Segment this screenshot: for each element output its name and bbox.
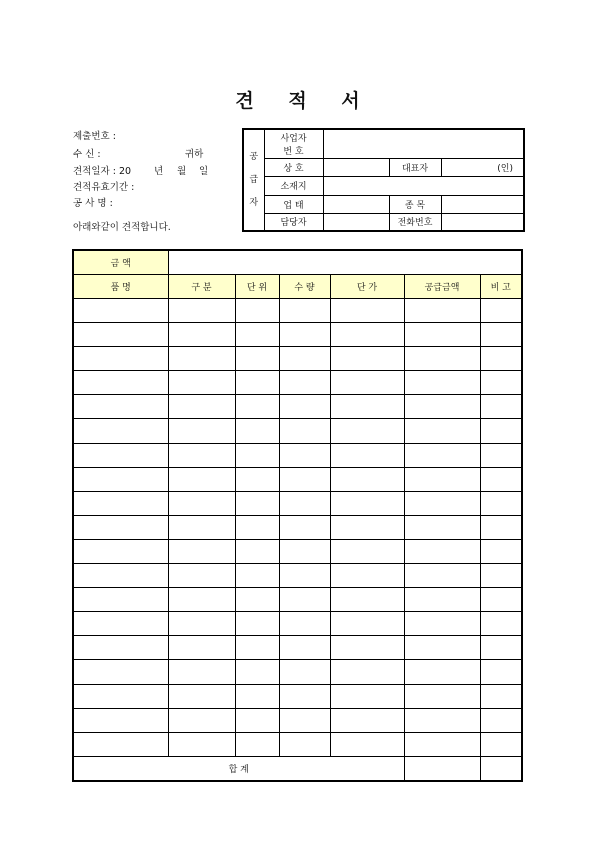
table-row [73,395,522,419]
biz-no-line2: 번 호 [283,146,304,157]
table-cell[interactable] [168,515,235,539]
table-cell[interactable] [404,636,480,660]
table-cell[interactable] [279,732,330,756]
table-row [73,323,522,347]
table-cell[interactable] [279,708,330,732]
table-cell[interactable] [168,660,235,684]
table-cell[interactable] [73,323,168,347]
table-cell[interactable] [279,539,330,563]
table-cell[interactable] [330,323,404,347]
year-label: 년 [154,166,164,177]
table-cell[interactable] [235,732,279,756]
biz-no-value[interactable] [323,129,524,158]
seal-mark: (인) [441,158,524,176]
col-header-unit: 단 위 [235,275,279,299]
table-cell[interactable] [235,347,279,371]
company-label: 상 호 [264,158,323,176]
table-row [73,539,522,563]
table-cell[interactable] [279,564,330,588]
table-cell[interactable] [330,443,404,467]
col-header-qty: 수 량 [279,275,330,299]
title-char-2: 적 [288,90,307,112]
table-cell[interactable] [330,419,404,443]
recipient-label: 수 신 : [73,149,101,160]
table-cell[interactable] [404,419,480,443]
table-cell[interactable] [168,467,235,491]
col-header-remarks: 비 고 [480,275,522,299]
business-type-value[interactable] [323,195,389,213]
table-cell[interactable] [480,660,522,684]
table-cell[interactable] [73,588,168,612]
table-cell[interactable] [279,371,330,395]
table-cell[interactable] [235,467,279,491]
table-cell[interactable] [330,491,404,515]
table-cell[interactable] [330,612,404,636]
table-cell[interactable] [480,515,522,539]
table-cell[interactable] [73,515,168,539]
amount-value[interactable] [168,250,522,275]
table-cell[interactable] [404,588,480,612]
table-cell[interactable] [73,636,168,660]
table-cell[interactable] [73,732,168,756]
table-cell[interactable] [330,515,404,539]
col-header-unit-price: 단 가 [330,275,404,299]
submit-no-label: 제출번호 : [73,131,116,142]
day-label: 일 [199,166,209,177]
table-cell[interactable] [480,467,522,491]
table-cell[interactable] [404,515,480,539]
table-cell[interactable] [480,636,522,660]
table-cell[interactable] [235,419,279,443]
table-cell[interactable] [168,299,235,323]
table-cell[interactable] [235,612,279,636]
table-cell[interactable] [279,491,330,515]
table-row [73,467,522,491]
table-cell[interactable] [73,708,168,732]
table-row [73,491,522,515]
table-cell[interactable] [480,443,522,467]
table-cell[interactable] [330,588,404,612]
table-cell[interactable] [168,732,235,756]
table-cell[interactable] [404,323,480,347]
table-cell[interactable] [235,588,279,612]
table-cell[interactable] [235,564,279,588]
table-cell[interactable] [279,660,330,684]
table-cell[interactable] [404,299,480,323]
address-label: 소재지 [264,176,323,195]
table-cell[interactable] [480,588,522,612]
table-cell[interactable] [279,467,330,491]
table-cell[interactable] [404,491,480,515]
table-cell[interactable] [480,491,522,515]
table-cell[interactable] [235,299,279,323]
table-row [73,660,522,684]
table-cell[interactable] [330,684,404,708]
table-row [73,299,522,323]
table-cell[interactable] [168,684,235,708]
table-cell[interactable] [279,299,330,323]
table-cell[interactable] [480,612,522,636]
table-cell[interactable] [73,564,168,588]
col-header-category: 구 분 [168,275,235,299]
table-cell[interactable] [279,419,330,443]
table-cell[interactable] [73,491,168,515]
title-char-1: 견 [235,90,254,112]
side-char-3: 자 [249,197,259,208]
table-cell[interactable] [235,636,279,660]
table-cell[interactable] [404,539,480,563]
table-cell[interactable] [279,347,330,371]
total-label: 합 계 [73,756,404,781]
table-cell[interactable] [404,347,480,371]
table-cell[interactable] [279,395,330,419]
table-cell[interactable] [168,395,235,419]
table-cell[interactable] [330,347,404,371]
total-amount-value[interactable] [404,756,480,781]
table-cell[interactable] [73,299,168,323]
table-cell[interactable] [330,732,404,756]
table-cell[interactable] [480,684,522,708]
table-cell[interactable] [404,564,480,588]
col-header-supply-amount: 공급금액 [404,275,480,299]
representative-label: 대표자 [389,158,441,176]
manager-label: 담당자 [264,213,323,231]
table-cell[interactable] [480,564,522,588]
table-cell[interactable] [235,395,279,419]
manager-value[interactable] [323,213,389,231]
table-cell[interactable] [404,612,480,636]
table-cell[interactable] [480,299,522,323]
table-cell[interactable] [404,467,480,491]
table-cell[interactable] [235,323,279,347]
table-cell[interactable] [404,732,480,756]
biz-no-line1: 사업자 [280,133,307,144]
supplier-side-label [243,129,264,231]
company-value[interactable] [323,158,389,176]
table-cell[interactable] [73,371,168,395]
supplier-table [242,128,525,232]
table-cell[interactable] [330,636,404,660]
table-cell[interactable] [404,371,480,395]
table-row [73,612,522,636]
table-row [73,732,522,756]
table-row [73,347,522,371]
table-cell[interactable] [73,539,168,563]
table-cell[interactable] [480,347,522,371]
side-char-2: 급 [249,174,259,185]
table-cell[interactable] [480,539,522,563]
document-title [0,86,595,113]
col-header-item: 품 명 [73,275,168,299]
table-row [73,636,522,660]
table-cell[interactable] [404,660,480,684]
total-remarks-value[interactable] [480,756,522,781]
table-cell[interactable] [73,684,168,708]
table-cell[interactable] [330,708,404,732]
table-cell[interactable] [279,515,330,539]
table-cell[interactable] [235,660,279,684]
items-table [72,249,523,782]
table-cell[interactable] [235,539,279,563]
table-cell[interactable] [168,371,235,395]
statement-text: 아래와같이 견적합니다. [73,222,171,233]
project-label: 공 사 명 : [73,198,113,209]
table-cell[interactable] [330,395,404,419]
table-cell[interactable] [235,708,279,732]
table-cell[interactable] [279,612,330,636]
table-row [73,371,522,395]
table-cell[interactable] [235,371,279,395]
table-cell[interactable] [279,684,330,708]
table-row [73,708,522,732]
table-cell[interactable] [73,660,168,684]
table-cell[interactable] [330,564,404,588]
table-cell[interactable] [330,299,404,323]
side-char-1: 공 [249,151,259,162]
table-cell[interactable] [168,539,235,563]
business-item-value[interactable] [441,195,524,213]
table-cell[interactable] [73,419,168,443]
table-cell[interactable] [168,636,235,660]
table-cell[interactable] [168,491,235,515]
address-value[interactable] [323,176,524,195]
table-cell[interactable] [168,347,235,371]
table-cell[interactable] [480,419,522,443]
table-row [73,443,522,467]
table-cell[interactable] [235,684,279,708]
table-cell[interactable] [168,443,235,467]
table-cell[interactable] [404,395,480,419]
table-cell[interactable] [168,419,235,443]
month-label: 월 [177,166,187,177]
validity-label: 견적유효기간 : [73,182,135,193]
table-cell[interactable] [279,636,330,660]
table-cell[interactable] [480,395,522,419]
table-cell[interactable] [168,588,235,612]
recipient-suffix: 귀하 [185,149,204,160]
amount-label: 금 액 [73,250,168,275]
table-cell[interactable] [330,467,404,491]
table-row [73,515,522,539]
table-cell[interactable] [168,612,235,636]
table-cell[interactable] [480,323,522,347]
table-cell[interactable] [235,515,279,539]
table-cell[interactable] [279,323,330,347]
table-row [73,684,522,708]
table-cell[interactable] [404,684,480,708]
table-cell[interactable] [279,443,330,467]
table-row [73,564,522,588]
title-char-3: 서 [341,90,360,112]
table-cell[interactable] [73,395,168,419]
table-cell[interactable] [168,323,235,347]
table-row [73,588,522,612]
table-cell[interactable] [168,564,235,588]
table-row [73,419,522,443]
table-cell[interactable] [73,612,168,636]
business-item-label: 종 목 [389,195,441,213]
table-cell[interactable] [73,443,168,467]
table-cell[interactable] [235,491,279,515]
table-cell[interactable] [279,588,330,612]
biz-no-label [264,129,323,158]
table-cell[interactable] [168,708,235,732]
table-cell[interactable] [235,443,279,467]
table-cell[interactable] [404,708,480,732]
table-cell[interactable] [73,467,168,491]
business-type-label: 업 태 [264,195,323,213]
table-cell[interactable] [480,732,522,756]
table-cell[interactable] [330,660,404,684]
table-cell[interactable] [404,443,480,467]
table-cell[interactable] [330,371,404,395]
date-label: 견적일자 : 20 [73,166,132,177]
table-cell[interactable] [480,371,522,395]
phone-label: 전화번호 [389,213,441,231]
table-cell[interactable] [330,539,404,563]
table-cell[interactable] [73,347,168,371]
table-cell[interactable] [480,708,522,732]
phone-value[interactable] [441,213,524,231]
